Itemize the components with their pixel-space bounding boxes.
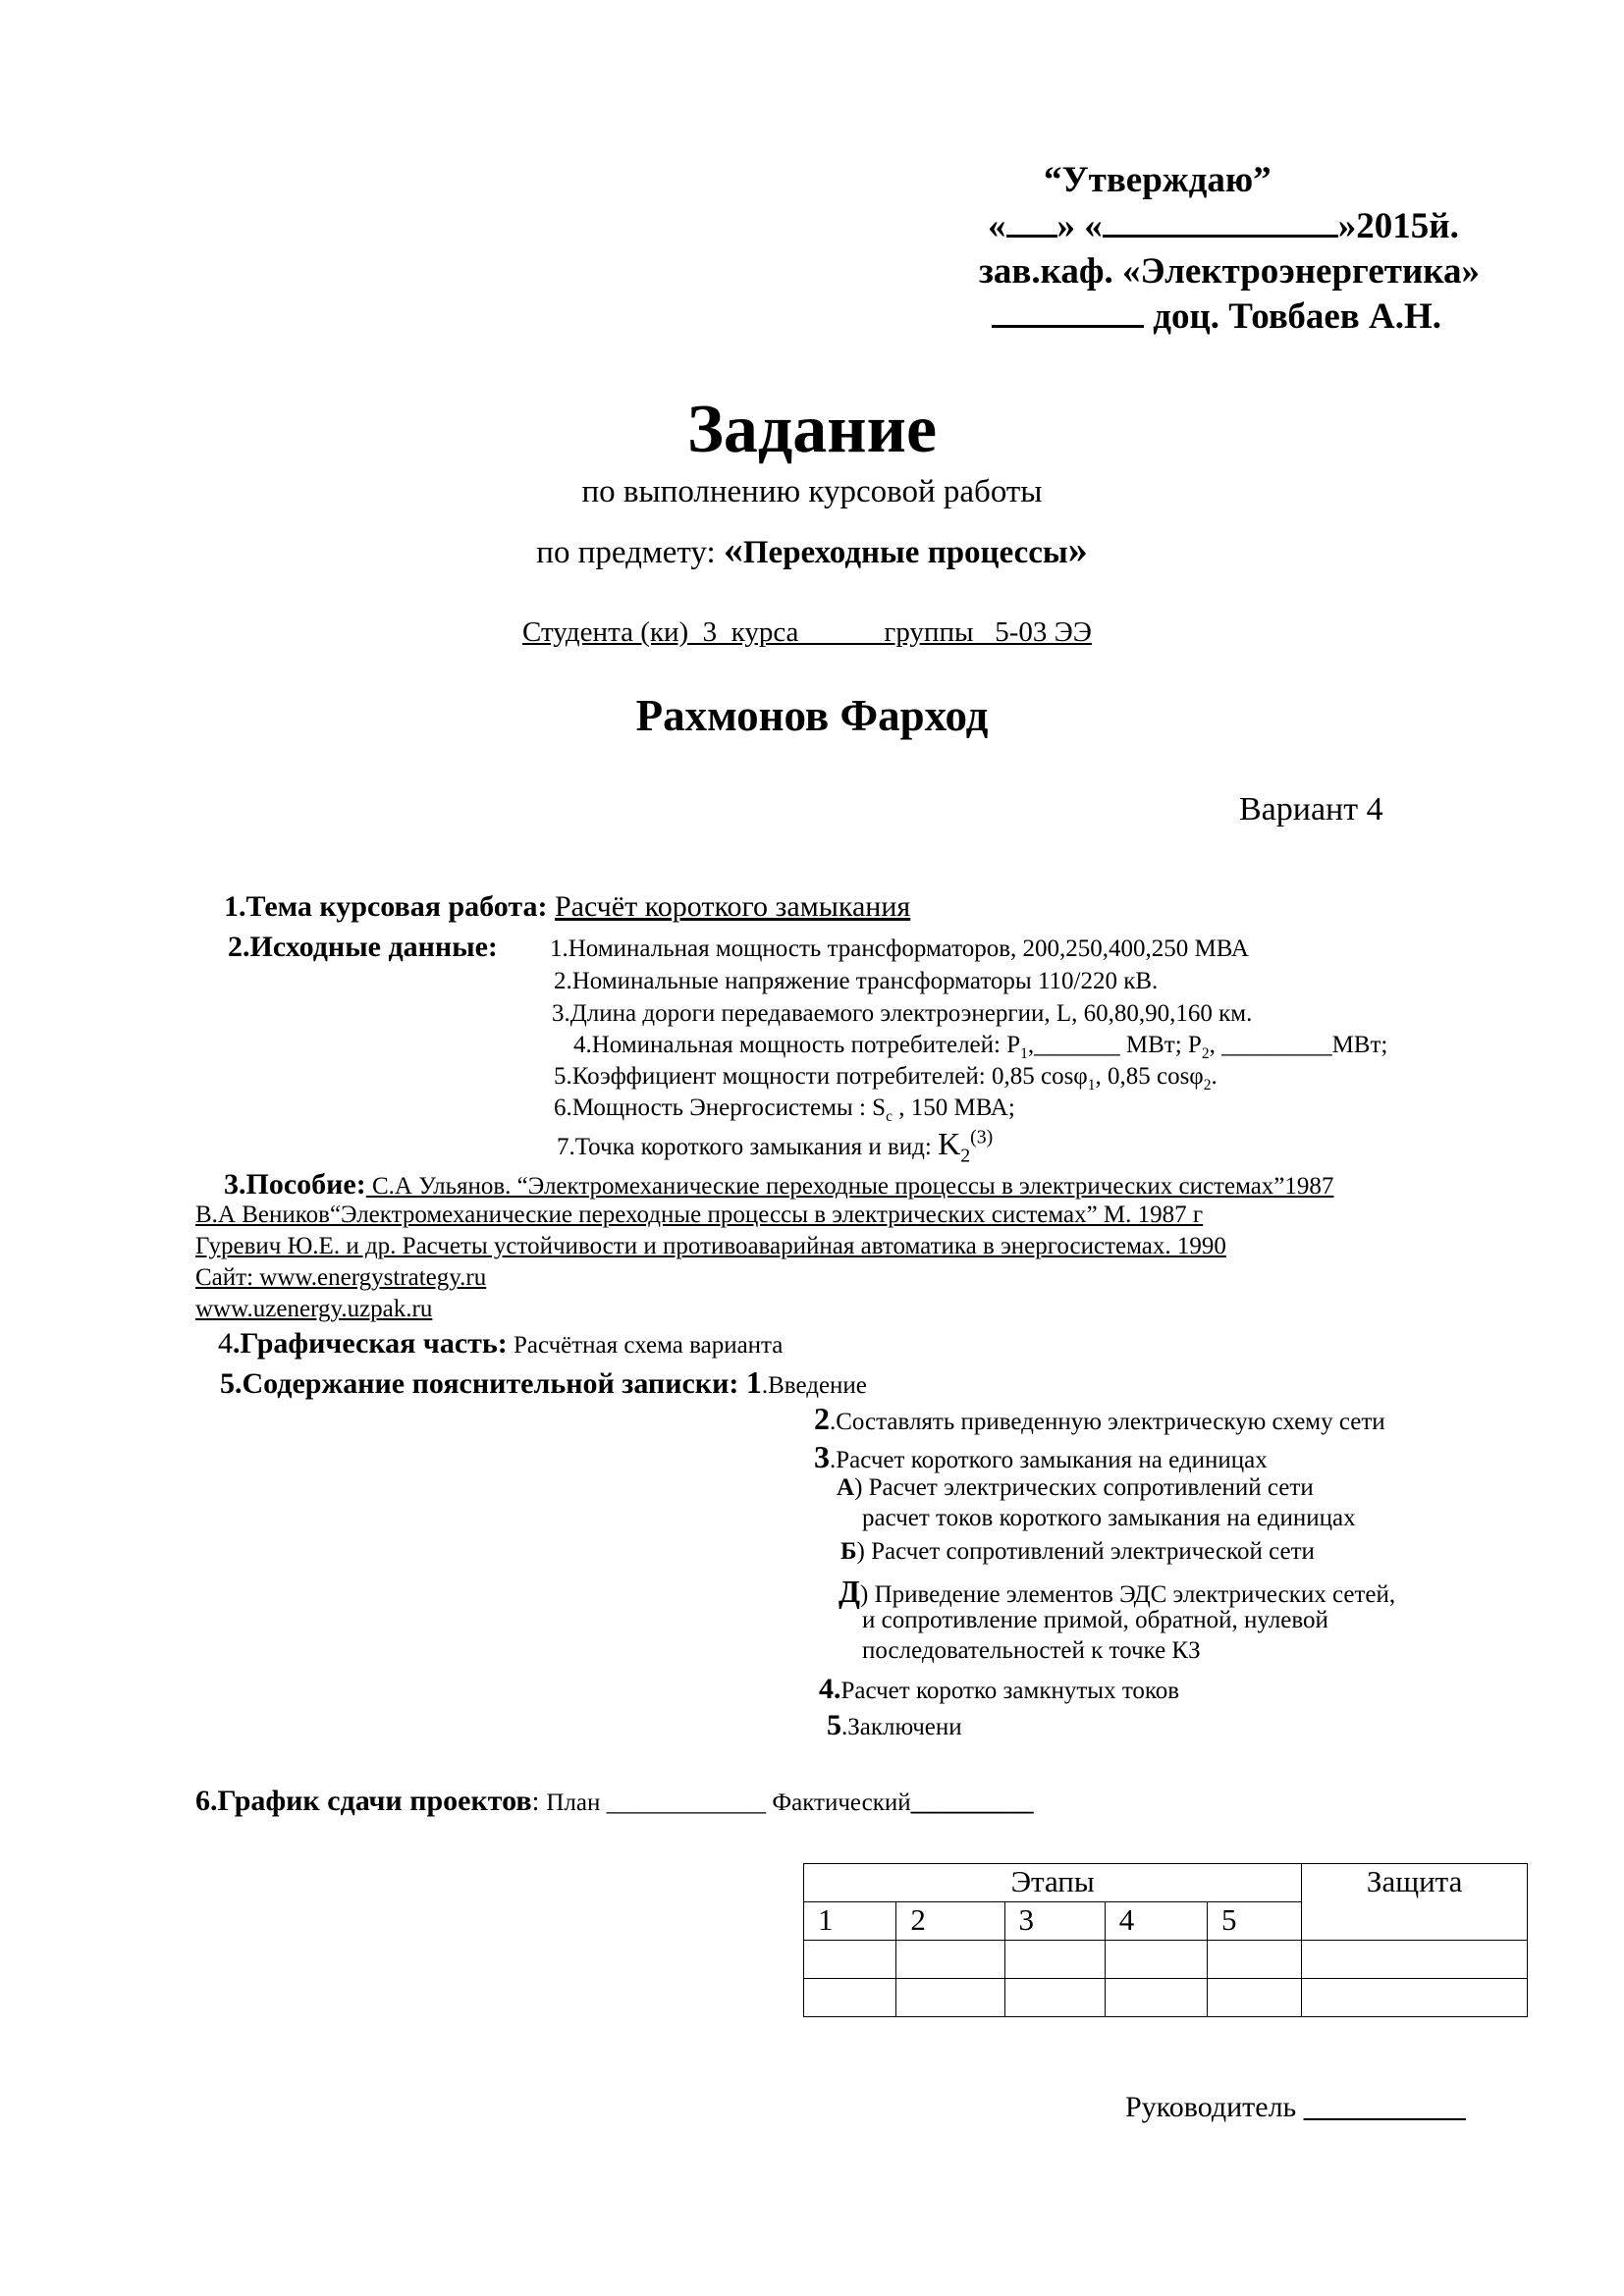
- table-row: [804, 1979, 1528, 2017]
- stage-number-cell: 3: [1004, 1902, 1105, 1941]
- subject-open-quote: «: [723, 527, 743, 571]
- approval-date-mid: » «: [1056, 206, 1103, 246]
- stage-number-cell: 2: [896, 1902, 1004, 1941]
- reference-website: www.uzenergy.uzpak.ru: [195, 1296, 433, 1322]
- subitem-letter: Б: [840, 1538, 857, 1565]
- empty-cell: [804, 1941, 896, 1979]
- initial-data-item: [557, 1126, 993, 1167]
- contents-item-text: Расчет коротко замкнутых токов: [840, 1678, 1180, 1704]
- item4-text-c: , _________МВт;: [1209, 1032, 1388, 1058]
- contents-subitem-a: [837, 1474, 1314, 1502]
- schedule-plan-actual: План _____________ Фактический: [546, 1789, 911, 1816]
- item5-text-c: .: [1211, 1063, 1218, 1090]
- item6-text-b: , 150 МВА;: [892, 1095, 1015, 1121]
- supervisor-line: [1125, 2091, 1466, 2124]
- contents-subitem-d-continued: последовательностей к точке КЗ: [862, 1637, 1201, 1664]
- table-row: [804, 1941, 1528, 1979]
- references-first-line: [224, 1168, 1333, 1201]
- subitem-text: ) Расчет сопротивлений электрической сети: [856, 1538, 1315, 1565]
- short-circuit-point: 2: [960, 1145, 971, 1167]
- section-topic: [224, 890, 910, 924]
- approval-heading: “Утверждаю”: [1044, 160, 1272, 200]
- contents-item-number: 3: [814, 1439, 830, 1474]
- item6-sub: c: [886, 1108, 893, 1125]
- contents-first-line: [220, 1364, 867, 1401]
- variant-number: Вариант 4: [1239, 791, 1383, 828]
- reference-item: С.А Ульянов. “Электромеханические переходные процессы в электрических системах”1987: [365, 1173, 1334, 1200]
- contents-item-number: 5: [827, 1709, 841, 1741]
- empty-cell: [804, 1979, 896, 2017]
- stage-number-cell: 4: [1105, 1902, 1207, 1941]
- approval-signature-blank: [992, 297, 1144, 328]
- empty-cell: [1302, 1979, 1528, 2017]
- subtitle-subject: [0, 526, 1624, 572]
- topic-label: 1.Тема курсовая работа: [224, 890, 538, 923]
- subitem-text: ) Приведение элементов ЭДС электрических сетей,: [860, 1581, 1396, 1608]
- initial-data-item: [554, 1063, 1218, 1095]
- reference-website: Сайт: www.energystrategy.ru: [195, 1264, 487, 1291]
- initial-data-item: 2.Номинальные напряжение трансформаторы 110/220 кВ.: [554, 968, 1159, 994]
- contents-subitem-a-continued: расчет токов короткого замыкания на единицах: [862, 1505, 1356, 1531]
- stages-header: Этапы: [804, 1864, 1302, 1902]
- item5-text-b: , 0,85 cosφ: [1095, 1063, 1204, 1090]
- subitem-text: ) Расчет электрических сопротивлений сети: [854, 1474, 1314, 1501]
- schedule-line: [195, 1785, 1034, 1818]
- reference-item: В.А Веников“Электромеханические переходные процессы в электрических системах” М. 1987 г: [195, 1201, 1204, 1228]
- contents-subitem-d-continued: и сопротивление примой, обратной, нулевой: [862, 1607, 1328, 1633]
- contents-item-number: 4.: [819, 1673, 841, 1705]
- contents-item-text: .Составлять приведенную электрическую схему сети: [830, 1409, 1385, 1435]
- topic-value: Расчёт короткого замыкания: [554, 890, 911, 923]
- graphic-part-label: .Графическая часть:: [233, 1327, 508, 1360]
- empty-cell: [896, 1979, 1004, 2017]
- graphic-part: [218, 1327, 783, 1361]
- contents-item-text: .Введение: [761, 1372, 867, 1399]
- initial-data-item: 3.Длина дороги передаваемого электроэнергии, L, 60,80,90,160 км.: [552, 1000, 1253, 1027]
- approval-department: зав.каф. «Электроэнергетика»: [979, 251, 1481, 292]
- approval-month-blank: [1103, 209, 1338, 238]
- contents-item: [814, 1439, 1268, 1475]
- defense-header: Защита: [1302, 1864, 1528, 1941]
- empty-cell: [1105, 1979, 1207, 2017]
- short-circuit-type: (3): [970, 1126, 994, 1148]
- approval-date-year: »2015й.: [1337, 206, 1459, 246]
- contents-item: [819, 1673, 1179, 1706]
- short-circuit-symbol: [938, 1126, 994, 1167]
- initial-data-item: [573, 1032, 1387, 1063]
- student-course-group: Студента (ки) 3 курса группы 5-03 ЭЭ: [522, 616, 1092, 648]
- approval-date-line: [988, 208, 1459, 244]
- schedule-label: 6.График сдачи проектов: [195, 1785, 532, 1817]
- schedule-actual-blank: __________: [910, 1789, 1034, 1816]
- contents-item-number: 2: [814, 1401, 830, 1436]
- contents-item-text: .Расчет короткого замыкания на единицах: [830, 1447, 1268, 1473]
- approval-day-blank: [1006, 209, 1057, 238]
- subject-close-quote: »: [1067, 527, 1088, 571]
- stages-table: [803, 1863, 1528, 2017]
- graphic-part-value: Расчётная схема варианта: [507, 1332, 784, 1359]
- contents-subitem-b: [840, 1538, 1315, 1566]
- stage-number-cell: 5: [1207, 1902, 1301, 1941]
- approval-head-name: доц. Товбаев А.Н.: [1153, 296, 1442, 337]
- empty-cell: [1302, 1941, 1528, 1979]
- item4-text-a: 4.Номинальная мощность потребителей: P: [573, 1032, 1021, 1058]
- subject-name: Переходные процессы: [742, 535, 1068, 570]
- graphic-part-number: 4: [218, 1327, 233, 1360]
- item5-sub2: 2: [1203, 1077, 1212, 1094]
- contents-subitem-d: [839, 1574, 1395, 1610]
- approval-signature-line: [992, 297, 1441, 335]
- references-label: 3.Пособие:: [224, 1168, 366, 1201]
- contents-label: 5.Содержание пояснительной записки:: [220, 1367, 746, 1400]
- supervisor-signature-blank: ___________: [1303, 2091, 1466, 2123]
- empty-cell: [896, 1941, 1004, 1979]
- item5-text-a: 5.Коэффициент мощности потребителей: 0,85 cosφ: [554, 1063, 1088, 1090]
- initial-data-label: 2.Исходные данные:: [228, 931, 498, 963]
- empty-cell: [1004, 1979, 1105, 2017]
- approval-date-open: «: [988, 206, 1006, 246]
- reference-item: Гуревич Ю.Е. и др. Расчеты устойчивости и противоаварийная автоматика в энергосистемах. 1990: [195, 1233, 1226, 1259]
- item5-sub1: 1: [1087, 1077, 1096, 1094]
- schedule-colon: :: [531, 1787, 547, 1817]
- item4-sub1: 1: [1020, 1045, 1028, 1062]
- contents-item: [814, 1401, 1385, 1437]
- initial-data-item: 1.Номинальная мощность трансформаторов, 200,250,400,250 МВА: [550, 935, 1249, 962]
- item6-text-a: 6.Мощность Энергосистемы : S: [554, 1095, 887, 1121]
- item4-sub2: 2: [1201, 1045, 1210, 1062]
- subject-prefix: по предмету:: [536, 535, 724, 570]
- topic-colon: :: [537, 890, 555, 923]
- empty-cell: [1207, 1941, 1301, 1979]
- initial-data-item: [554, 1095, 1015, 1126]
- item4-text-b: ,_______ МВт; P: [1027, 1032, 1202, 1058]
- contents-item: [827, 1709, 962, 1742]
- stage-number-cell: 1: [804, 1902, 896, 1941]
- empty-cell: [1004, 1941, 1105, 1979]
- table-row: [804, 1864, 1528, 1902]
- page-title: Задание: [686, 392, 938, 467]
- subitem-letter: А: [837, 1474, 855, 1501]
- short-circuit-k: K: [938, 1126, 961, 1161]
- student-name: Рахмонов Фарход: [635, 691, 989, 740]
- item7-text: 7.Точка короткого замыкания и вид:: [557, 1134, 939, 1160]
- supervisor-label: Руководитель: [1125, 2091, 1304, 2123]
- empty-cell: [1105, 1941, 1207, 1979]
- contents-item-number: 1: [745, 1364, 762, 1400]
- subtitle-coursework: по выполнению курсовой работы: [581, 474, 1043, 509]
- empty-cell: [1207, 1979, 1301, 2017]
- contents-item-text: .Заключени: [841, 1714, 962, 1740]
- subitem-letter: Д: [839, 1574, 861, 1609]
